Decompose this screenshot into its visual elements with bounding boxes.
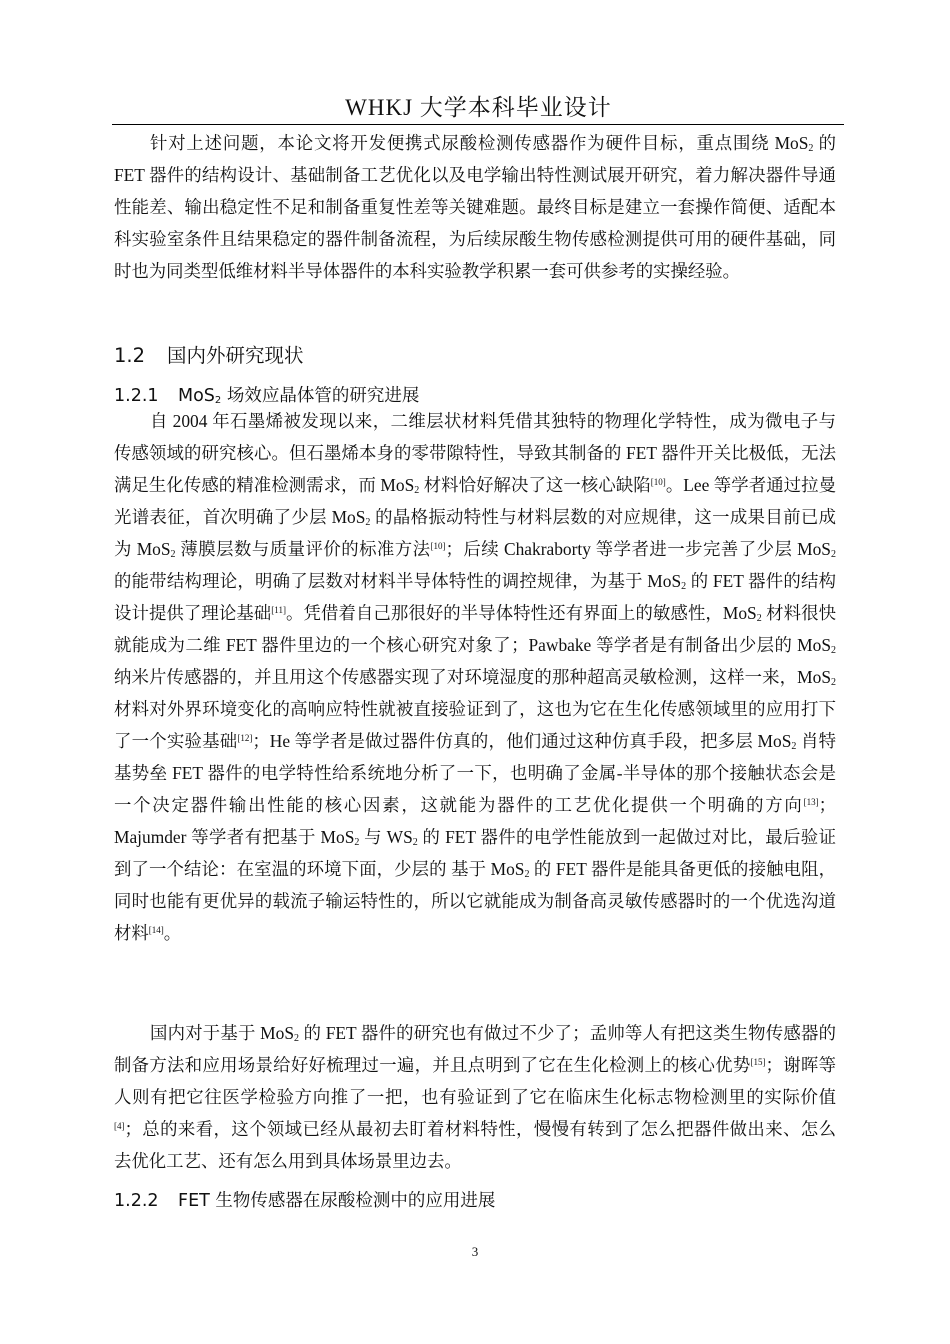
section-heading-1-2-2 [114, 1187, 495, 1215]
paragraph-domestic-research [114, 1017, 836, 1177]
section-title: MoS$_2$ 场效应晶体管的研究进展 [178, 386, 420, 406]
section-number: 1.2 [114, 344, 146, 367]
intro-paragraph-text: 针对上述问题，本论文将开发便携式尿酸检测传感器作为硬件目标，重点围绕 MoS$_2$ 的 FET 器件的结构设计、基础制备工艺优化以及电学输出特性测试展开研究，着力解决器件导通性能差、输出稳定性不足和制备重复性差等关键难题。最终目标是建立一套操作简便、适配本科实验室条件且结果稳定的器件制备流程，为后续尿酸生物传感检测提供可用的硬件基础，同时也为同类型低维材料半导体器件的本科实验教学积累一套可供参考的实操经验。 [114, 133, 836, 281]
citation: [10] [430, 541, 446, 551]
paragraph-text: 自 2004 年石墨烯被发现以来，二维层状材料凭借其独特的物理化学特性，成为微电子与传感领域的研究核心。但石墨烯本身的零带隙特性，导致其制备的 FET 器件开关比极低，无法满足生化传感的精准检测需求，而 MoS$_2$ 材料恰好解决了这一核心缺陷[10]。Lee 等学者通过拉曼光谱表征，首次明确了少层 MoS$_2$ 的晶格振动特性与材料层数的对应规律，这一成果目前已成为 MoS$_2$ 薄膜层数与质量评价的标准方法[10]；后续 Chakraborty 等学者进一步完善了少层 MoS$_2$ 的能带结构理论，明确了层数对材料半导体特性的调控规律，为基于 MoS$_2$ 的 FET 器件的结构设计提供了理论基础[11]。凭借着自己那很好的半导体特性还有界面上的敏感性，MoS$_2$ 材料很快就能成为二维 FET 器件里边的一个核心研究对象了；Pawbake 等学者是有制备出少层的 MoS$_2$ 纳米片传感器的，并且用这个传感器实现了对环境湿度的那种超高灵敏检测，这样一来，MoS$_2$ 材料对外界环境变化的高响应特性就被直接验证到了，这也为它在生化传感领域里的应用打下了一个实验基础[12]；He 等学者是做过器件仿真的，他们通过这种仿真手段，把多层 MoS$_2$ 肖特基势垒 FET 器件的电学特性给系统地分析了一下，也明确了金属-半导体的那个接触状态会是一个决定器件输出性能的核心因素，这就能为器件的工艺优化提供一个明确的方向[13]；Majumder 等学者有把基于 MoS$_2$ 与 $WS_2$ 的 FET 器件的电学性能放到一起做过对比，最后验证到了一个结论：在室温的环境下面，少层的 基于 MoS$_2$ 的 FET 器件是能具备更低的接触电阻，同时也能有更优异的载流子输运特性的，所以它就能成为制备高灵敏传感器时的一个优选沟道材料[14]。 [114, 411, 836, 943]
paragraph-mos2-fet-progress [114, 405, 836, 949]
paragraph-text: 国内对于基于 MoS$_2$ 的 FET 器件的研究也有做过不少了；孟帅等人有把这类生物传感器的制备方法和应用场景给好好梳理过一遍，并且点明到了它在生化检测上的核心优势[15]；谢晖等人则有把它往医学检验方向推了一把，也有验证到了它在临床生化标志物检测里的实际价值[4]；总的来看，这个领域已经从最初去盯着材料特性，慢慢有转到了怎么把器件做出来、怎么去优化工艺、还有怎么用到具体场景里边去。 [114, 1023, 836, 1171]
section-number: 1.2.1 [114, 386, 159, 406]
citation: [12] [237, 733, 253, 743]
citation: [13] [803, 797, 819, 807]
header-rule [112, 124, 844, 125]
citation: [11] [271, 605, 286, 615]
citation: [4] [114, 1121, 125, 1131]
page-number: 3 [471, 1244, 479, 1259]
section-title: 国内外研究现状 [167, 344, 304, 367]
page-header: WHKJ 大学本科毕业设计 [345, 95, 612, 120]
section-heading-1-2 [114, 342, 304, 370]
citation: [15] [750, 1057, 766, 1067]
citation: [14] [148, 925, 164, 935]
citation: [10] [650, 477, 666, 487]
section-number: 1.2.2 [114, 1191, 159, 1211]
intro-paragraph [114, 127, 836, 287]
section-title: FET 生物传感器在尿酸检测中的应用进展 [178, 1191, 496, 1211]
